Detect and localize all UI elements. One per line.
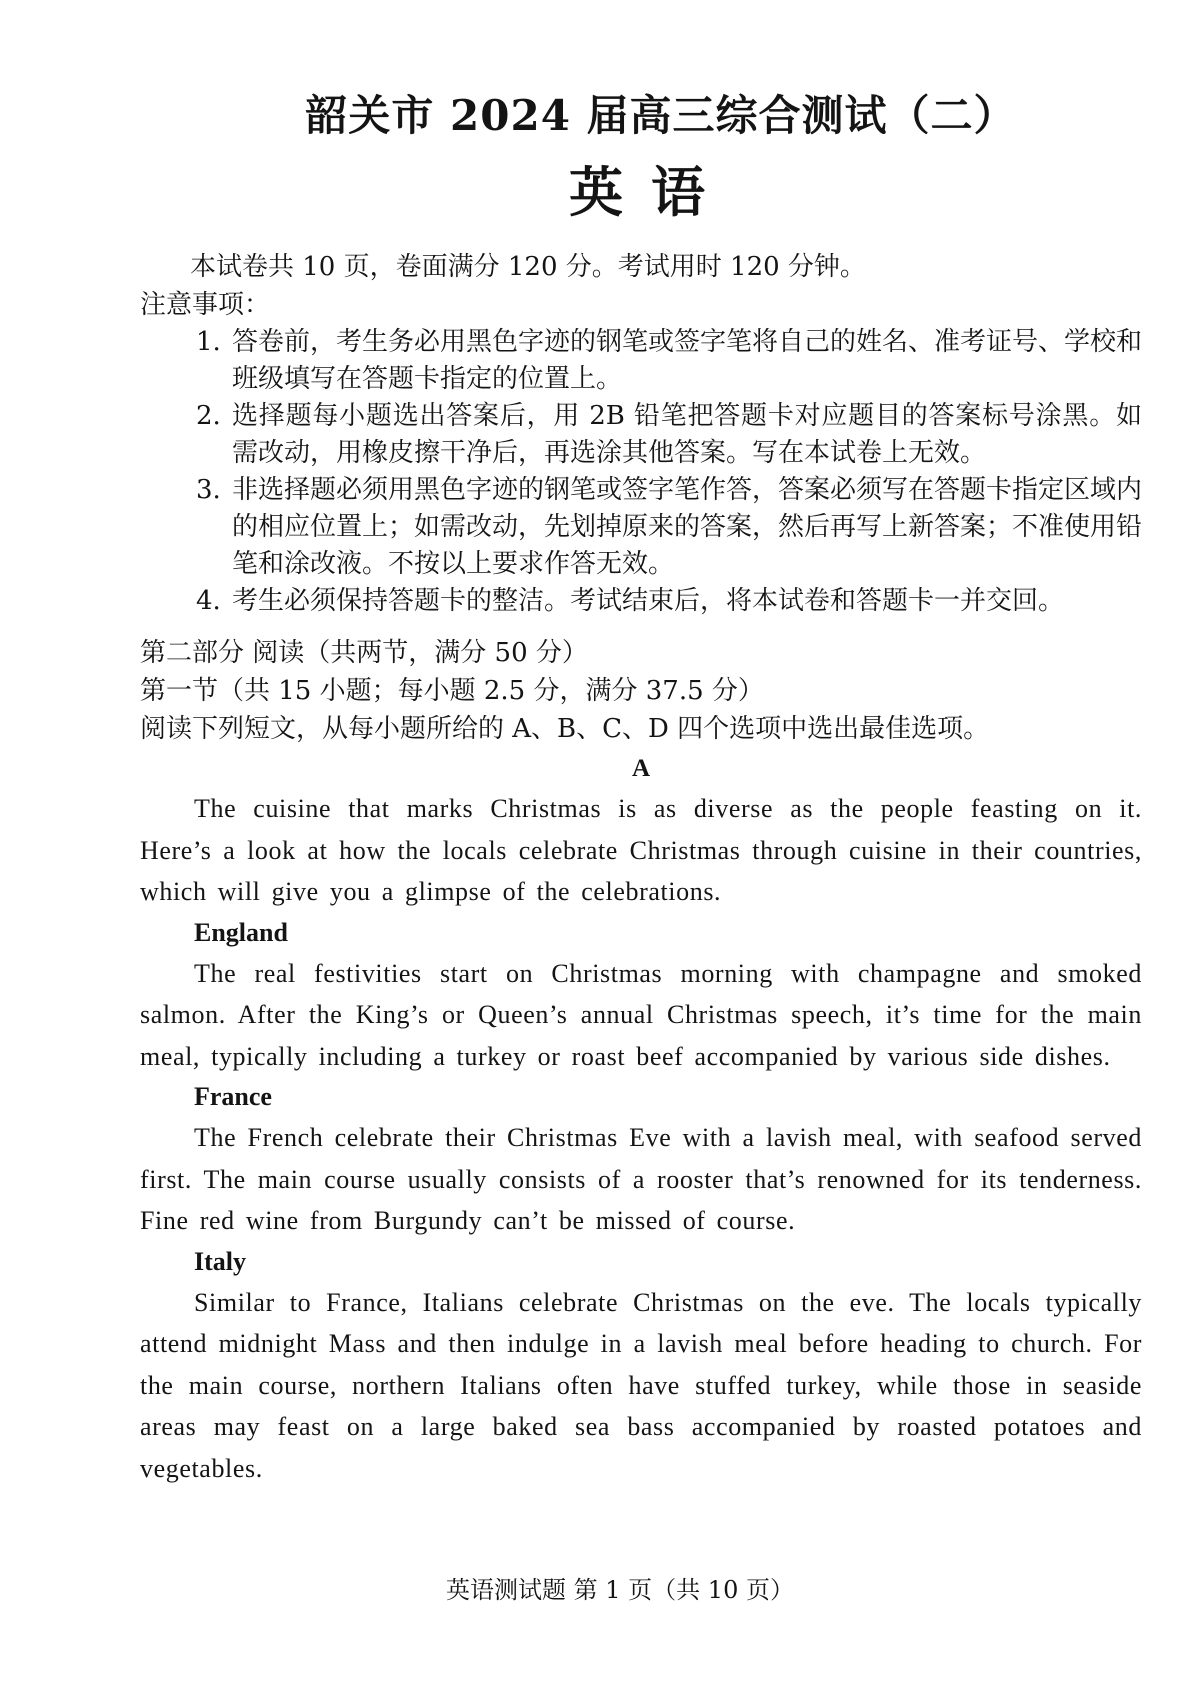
page-footer: 英语测试题 第 1 页（共 10 页） bbox=[446, 1576, 794, 1604]
exam-intro: 本试卷共 10 页，卷面满分 120 分。考试用时 120 分钟。 bbox=[190, 252, 866, 282]
exam-title: 韶关市 2024 届高三综合测试（二） bbox=[305, 91, 1017, 140]
notice-item bbox=[140, 398, 1142, 472]
notice-item bbox=[140, 324, 1142, 398]
notice-item-number: 4. bbox=[196, 586, 221, 616]
notice-item-text: 答卷前，考生务必用黑色字迹的钢笔或签字笔将自己的姓名、准考证号、学校和班级填写在答题卡指定的位置上。 bbox=[232, 327, 1143, 394]
notice-item-number: 3. bbox=[196, 475, 221, 505]
section-heading: 第一节（共 15 小题；每小题 2.5 分，满分 37.5 分） bbox=[140, 676, 764, 706]
notice-item-text: 非选择题必须用黑色字迹的钢笔或签字笔作答，答案必须写在答题卡指定区域内的相应位置上；如需改动，先划掉原来的答案，然后再写上新答案；不准使用铅笔和涂改液。不按以上要求作答无效。 bbox=[232, 475, 1143, 579]
notice-item-number: 2. bbox=[196, 401, 221, 431]
notice-item bbox=[140, 583, 1142, 620]
notice-item-number: 1. bbox=[196, 327, 221, 357]
country-heading-italy: Italy bbox=[194, 1246, 246, 1276]
country-paragraph-france: The French celebrate their Christmas Eve with a lavish meal, with seafood served first. The main course usually consists of a rooster that’s renowned for its tenderness. Fine red wine from Burgundy can’t be missed of course. bbox=[140, 1123, 1142, 1235]
country-heading-france: France bbox=[194, 1082, 272, 1111]
notice-item-text: 考生必须保持答题卡的整洁。考试结束后，将本试卷和答题卡一并交回。 bbox=[232, 586, 1065, 616]
passage-letter: A bbox=[631, 755, 651, 782]
country-paragraph-england: The real festivities start on Christmas morning with champagne and smoked salmon. After the King’s or Queen’s annual Christmas speech, it’s time for the main meal, typically including a turkey or roast beef accompanied by various side dishes. bbox=[140, 958, 1142, 1071]
subject-title: 英语 bbox=[569, 160, 733, 224]
passage-intro: The cuisine that marks Christmas is as diverse as the people feasting on it. Here’s a look at how the locals celebrate Christmas through cuisine in their countries, which will give you a glimpse of the celebrations. bbox=[140, 794, 1142, 906]
notice-item bbox=[140, 472, 1142, 583]
country-heading-england: England bbox=[194, 917, 288, 947]
part-heading: 第二部分 阅读（共两节，满分 50 分） bbox=[140, 638, 588, 668]
notice-heading: 注意事项： bbox=[140, 290, 271, 320]
notice-list bbox=[140, 324, 1142, 620]
notice-item-text: 选择题每小题选出答案后，用 2B 铅笔把答题卡对应题目的答案标号涂黑。如需改动，用橡皮擦干净后，再选涂其他答案。写在本试卷上无效。 bbox=[232, 401, 1142, 468]
country-paragraph-italy: Similar to France, Italians celebrate Christmas on the eve. The locals typically attend midnight Mass and then indulge in a lavish meal before heading to church. For the main course, northern Italians often have stuffed turkey, while those in seaside areas may feast on a large baked sea bass accompanied by roasted potatoes and vegetables. bbox=[140, 1287, 1142, 1483]
reading-instruction: 阅读下列短文，从每小题所给的 A、B、C、D 四个选项中选出最佳选项。 bbox=[140, 714, 990, 744]
